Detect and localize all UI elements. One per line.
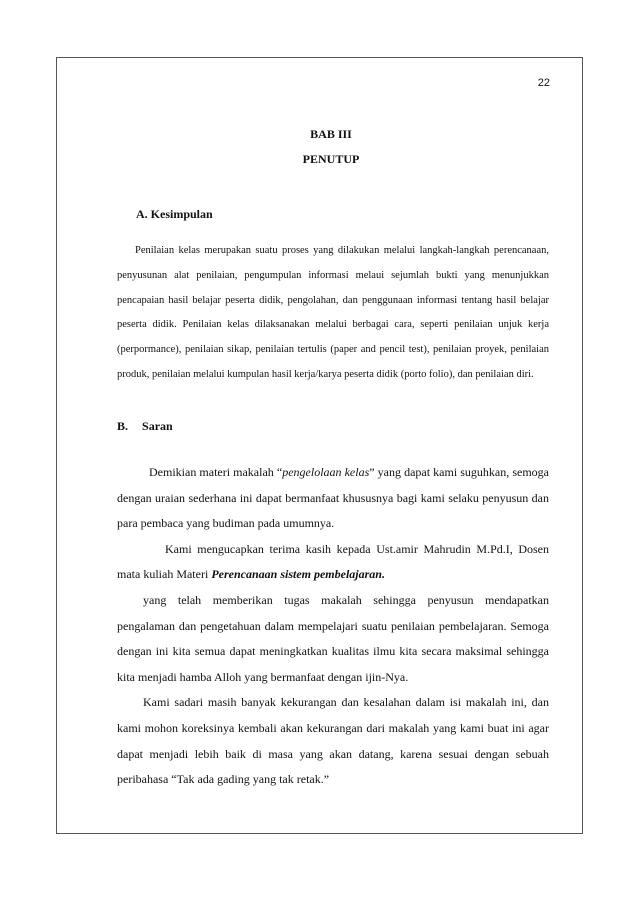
section-b-heading [117,419,173,434]
saran-paragraph-3: yang telah memberikan tugas makalah sehingga penyusun mendapatkan pengalaman dan pengetahuan dalam mempelajari suatu penilaian pembelajaran. Semoga dengan ini kita semua dapat meningkatkan kualitas ilmu kita secara maksimal sehingga kita menjadi hamba Alloh yang bermanfaat dengan ijin-Nya. [117,592,549,684]
chapter-title: PENUTUP [302,152,360,166]
section-b-letter: B. [117,419,129,433]
saran-paragraph-2: Kami mengucapkan terima kasih kepada Ust.amir Mahrudin M.Pd.I, Dosen mata kuliah Materi Perencanaan sistem pembelajaran. [117,541,549,582]
saran-paragraph-1: Demikian materi makalah “pengelolaan kelas” yang dapat kami suguhkan, semoga dengan uraian sederhana ini dapat bermanfaat khususnya bagi kami selaku penyusun dan para pembaca yang budiman pada umumnya. [117,465,549,531]
course-title: Perencanaan sistem pembelajaran. [211,567,385,582]
section-b-title: Saran [142,419,173,433]
section-b-body [117,460,549,793]
chapter-number: BAB III [310,127,352,141]
italic-term: pengelolaan kelas [282,465,370,479]
section-a-heading: A. Kesimpulan [136,207,213,221]
saran-paragraph-4: Kami sadari masih banyak kekurangan dan kesalahan dalam isi makalah ini, dan kami mohon koreksinya kembali akan kekurangan dari makalah yang kami buat ini agar dapat menjadi lebih baik di masa yang akan datang, karena sesuai dengan sebuah peribahasa “Tak ada gading yang tak retak.” [117,695,549,787]
page-number: 22 [537,77,550,89]
section-a-paragraph: Penilaian kelas merupakan suatu proses yang dilakukan melalui langkah-langkah perencanaan, penyusunan alat penilaian, pengumpulan informasi melaui sejumlah bukti yang menunjukkan pencapaian hasil belajar peserta didik, pengolahan, dan penggunaan informasi tentang hasil belajar peserta didik. Penilaian kelas dilaksanakan melalui berbagai cara, seperti penilaian unjuk kerja (perpormance), penilaian sikap, penilaian tertulis (paper and pencil test), penilaian proyek, penilaian produk, penilaian melalui kumpulan hasil kerja/karya peserta didik (porto folio), dan penilaian diri. [117,245,549,380]
